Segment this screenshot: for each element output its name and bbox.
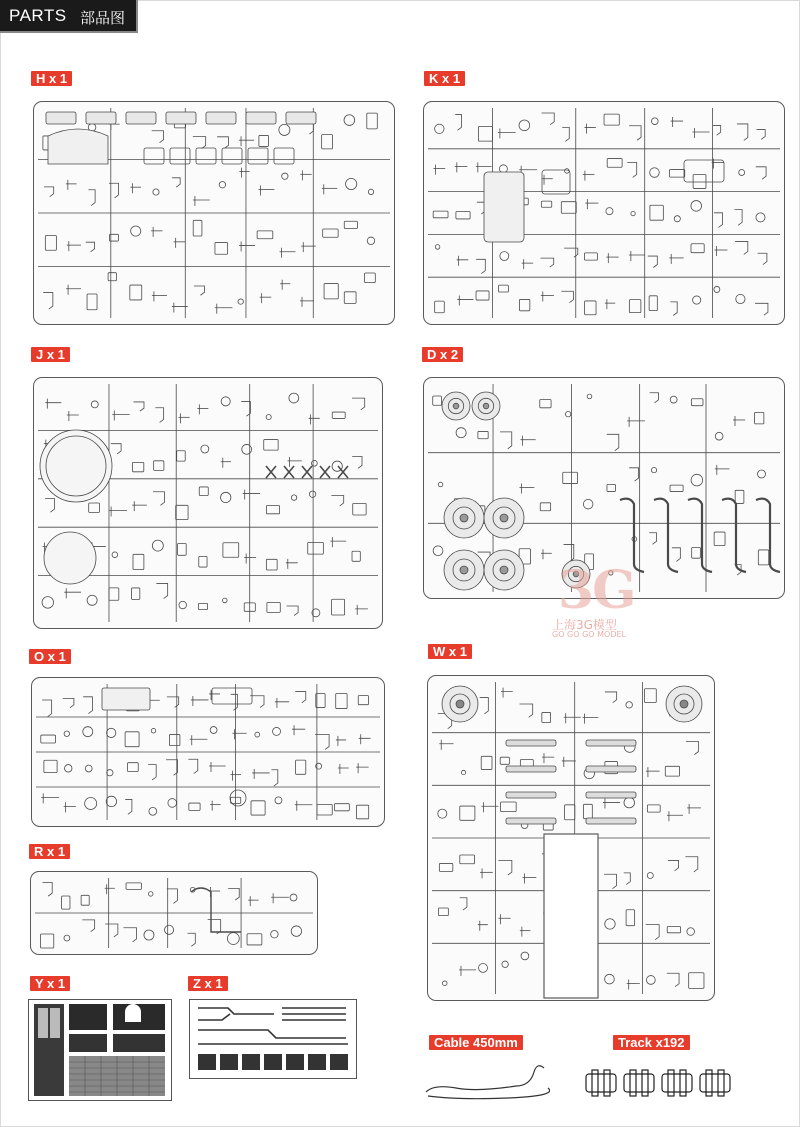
sprue-w	[427, 675, 715, 1001]
sprue-h-parts	[34, 102, 394, 324]
sprue-r	[30, 871, 318, 955]
track-link-icons	[586, 1070, 730, 1096]
photo-etch-z	[189, 999, 357, 1079]
sprue-label-o: O x 1	[29, 649, 71, 664]
sprue-j	[33, 377, 383, 629]
sprue-label-j: J x 1	[31, 347, 70, 362]
sprue-label-w: W x 1	[428, 644, 472, 659]
sprue-h	[33, 101, 395, 325]
track-label: Track x192	[613, 1035, 690, 1050]
photo-etch-y	[28, 999, 172, 1101]
sprue-j-parts	[34, 378, 382, 628]
sprue-k	[423, 101, 785, 325]
sprue-o-parts	[32, 678, 384, 826]
cable-drawing	[420, 1062, 550, 1102]
watermark-cn: 上海3G模型	[552, 618, 617, 632]
watermark-mark: 3G	[558, 560, 635, 621]
sprue-o	[31, 677, 385, 827]
sprue-label-h: H x 1	[31, 71, 72, 86]
page-header	[0, 0, 138, 33]
header-title-cn: 部品图	[80, 9, 126, 27]
header-title-en: PARTS	[9, 6, 67, 25]
sprue-label-r: R x 1	[29, 844, 70, 859]
watermark-en: GO GO GO MODEL	[552, 630, 626, 639]
sprue-label-k: K x 1	[424, 71, 465, 86]
sprue-k-parts	[424, 102, 784, 324]
sprue-label-d: D x 2	[422, 347, 463, 362]
cable-label: Cable 450mm	[429, 1035, 523, 1050]
sprue-label-z: Z x 1	[188, 976, 228, 991]
photo-etch-y-parts	[29, 1000, 171, 1100]
sprue-label-y: Y x 1	[30, 976, 70, 991]
watermark-logo	[548, 560, 644, 644]
sprue-w-parts	[428, 676, 714, 1000]
sprue-r-parts	[31, 872, 317, 954]
track-links-drawing	[582, 1066, 742, 1106]
photo-etch-z-parts	[190, 1000, 356, 1078]
